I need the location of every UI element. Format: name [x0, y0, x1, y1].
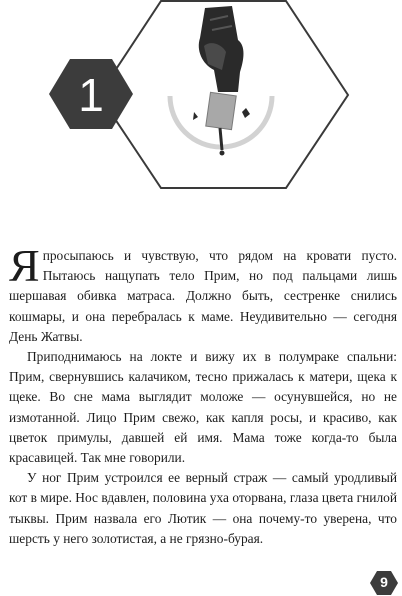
paragraph-2: Приподнимаюсь на локте и вижу их в полумраке спальни: Прим, свернувшись калачиком, тесно прижалась к матери, щека к щеке. Во сне мама выглядит моложе — осунувшейся, но не измотанной. Лицо Прим свежо, как капля росы, и красиво, как цветок примулы, давшей ей имя. Мама тоже когда-то была красавицей. Так мне говорили.: [9, 349, 397, 466]
drop-cap: Я: [9, 240, 40, 291]
page-number-badge: [369, 570, 399, 596]
paragraph-1: [9, 240, 397, 347]
chapter-number: 1: [78, 69, 104, 121]
paragraph-1-text: просыпаюсь и чувствую, что рядом на кровати пусто. Пытаюсь нащупать тело Прим, но под пальцами лишь шершавая обивка матраса. Должно быть, сестренке снились кошмары, и она перебралась к маме. Неудивительно — сегодня День Жатвы.: [9, 248, 397, 344]
chapter-header-illustration: [0, 0, 402, 195]
chapter-text: [9, 240, 397, 549]
page-number: 9: [380, 574, 388, 590]
paragraph-3: У ног Прим устроился ее верный страж — самый уродливый кот в мире. Нос вдавлен, половина уха оторвана, глаза цвета гнилой тыквы. Прим назвала его Лютик — она почему-то уверена, что шерсть у него золотистая, а не грязно-бурая.: [9, 470, 397, 546]
